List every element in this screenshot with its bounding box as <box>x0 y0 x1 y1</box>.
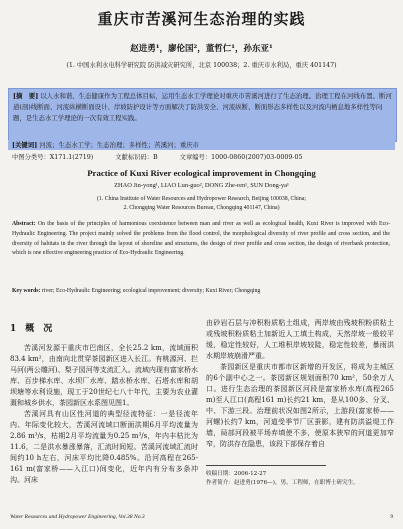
english-authors: ZHAO Jin-yong¹, LIAO Lun-guo², DONG Zhe-ren¹, SUN Dong-ya¹ <box>114 182 289 189</box>
received-date: 收稿日期：2006-12-27 <box>206 471 267 477</box>
english-abstract-label: Abstract: <box>12 221 36 227</box>
author-list: 赵进勇¹，廖伦国²，董哲仁¹，孙东亚¹ <box>130 44 273 54</box>
english-keywords-label: Key words: <box>12 288 41 294</box>
affiliation: (1. 中国水利水电科学研究院 防洪减灾研究所，北京 100038；2. 重庆市水利局，重庆 401147) <box>66 62 337 69</box>
paragraph: 茶园新区是重庆市都市区新增的开发区，将成为主城区的6个副中心之一。茶园新区规划面积70 km²，50余万人口。进行生态治理的茶园新区河段是富家桥水库(高程265 m)至人江口(高程161 m)长约21 km，是从100多、分叉、中、下游三段。治理前状况如图2所示，上游段(富家桥——河螺)长约7 km，河道受季节厂区蚕影，建有防洪溢堤工作墙，局部河段被平场弃填使不多，使原本狭窄的河道更加窄窄，防洪存在隐患，该段下部保存着自 <box>206 363 394 448</box>
article-meta <box>12 152 392 161</box>
page-footer <box>10 514 393 520</box>
abstract-text <box>9 89 396 126</box>
abstract-box <box>8 88 397 142</box>
author-bio: 作者简介：赵进勇(1976—)，男，工程师，在职博士研究生。 <box>206 480 359 486</box>
page-number: 9 <box>390 514 393 520</box>
english-affiliation <box>0 195 403 213</box>
section-heading: 1 概 况 <box>10 324 53 334</box>
english-keywords <box>12 288 390 294</box>
keywords-label: [关键词] <box>12 141 38 149</box>
paragraph: 由砂岩石层与冲积粉质粘土组成，两岸坡由残坡积粉质粘土或残坡积粉质粘土加新近人工填土构成，天然岸坡一般较平缓，稳定性较好，人工堆积岸坡较陡，稳定性较差，暴雨洪水期岸坡崩滑严重。 <box>206 319 394 360</box>
paragraph: 苦溪河具有山区性河道的典型径流特征：一是径流年内、年际变化较大，苦溪河流域口断面洪期6月平均流量为2.86 m³/s，枯期2月平均流量为0.25 m³/s，年内丰枯比为11.6，二是洪水暴涨暴落，汇流时间短。苦溪河流域汇流时间约10 h左右，河床平均比降0.485%。沿河高程在265-161 m(富家桥——入江口)间变化，近年内有分布多条冲沟。河床 <box>10 410 198 484</box>
english-title: Practice of Kuxi River ecological improvement in Chongqing <box>87 168 316 178</box>
article-number: 文章编号：1000-0860(2007)03-0009-05 <box>179 154 303 161</box>
english-keywords-body: river; Eco-Hydraulic Engineering; ecological improvement; diversity; Kuxi River; Chongqing <box>41 288 261 294</box>
english-affil-line-2: 2. Chongqing Water Resources Bureau, Chongqing 401147, China) <box>123 205 280 211</box>
left-column <box>10 318 198 486</box>
footnote <box>206 470 394 488</box>
keywords-body: 河流；生态水工学；生态治理；多样性；苦溪河；重庆市 <box>39 141 200 149</box>
keywords-box <box>8 140 395 150</box>
abstract-label: [摘 要] <box>13 92 39 100</box>
page-title: 重庆市苦溪河生态治理的实践 <box>97 10 306 28</box>
english-affil-line-1: (1. China Institute of Water Resources and Hydropower Research, Beijing 100038, China; <box>96 196 307 202</box>
right-column <box>206 318 394 450</box>
english-abstract <box>12 220 390 259</box>
doc-code: 文献标识码：B <box>115 154 158 161</box>
footnote-divider <box>206 465 326 466</box>
abstract-body: 以人水和谐、生态健康作为工程总体目标，运用生态水工学理论对重庆市苦溪河进行了生态治理。治理工程在河线布置、断河道(剖)线断面、河流纵横断面设计、岸坡防护设计等方面解决了防洪安全、河流纵断、断面形态多样性以及河流内栖息地多样性等问题，是生态水工学理论的一次有效工程实践。 <box>13 92 392 122</box>
clc-number: 中图分类号：X171.1(2719) <box>12 154 94 161</box>
english-abstract-body: On the basis of the principles of harmonious coexistence between man and river as well as ecological health, Kuxi River is improved with Eco-Hydraulic Engineering. The project mainly solved the problems from the flood control, the morphological diversity of river profile and cross section, and the diversity of habitats in the river through the layout of shoreline and structures, the design of river profile and cross section, the design of riverbank protection, which is one effective engineering practice of Eco-Hydraulic Engineering. <box>12 221 390 257</box>
paragraph: 苦溪河发源于重庆市巴南区，全长25.2 km，流域面积83.4 km²，由南向北贯穿茶园新区进入长江。有桃源河、拦马河(两公雕河)、梨子园河等支流汇入。流域内现有富家桥水库、百步梯水库、水坝厂水库、踏水桥水库、石塔水库和胡坝塘等水利设施，现工于20世纪七八十年代，主要为农业灌溉和城乡供水，茶园新区水系图见图1。 <box>10 344 198 407</box>
journal-name: Water Resources and Hydropower Engineering, Vol.38 No.3 <box>10 514 145 520</box>
